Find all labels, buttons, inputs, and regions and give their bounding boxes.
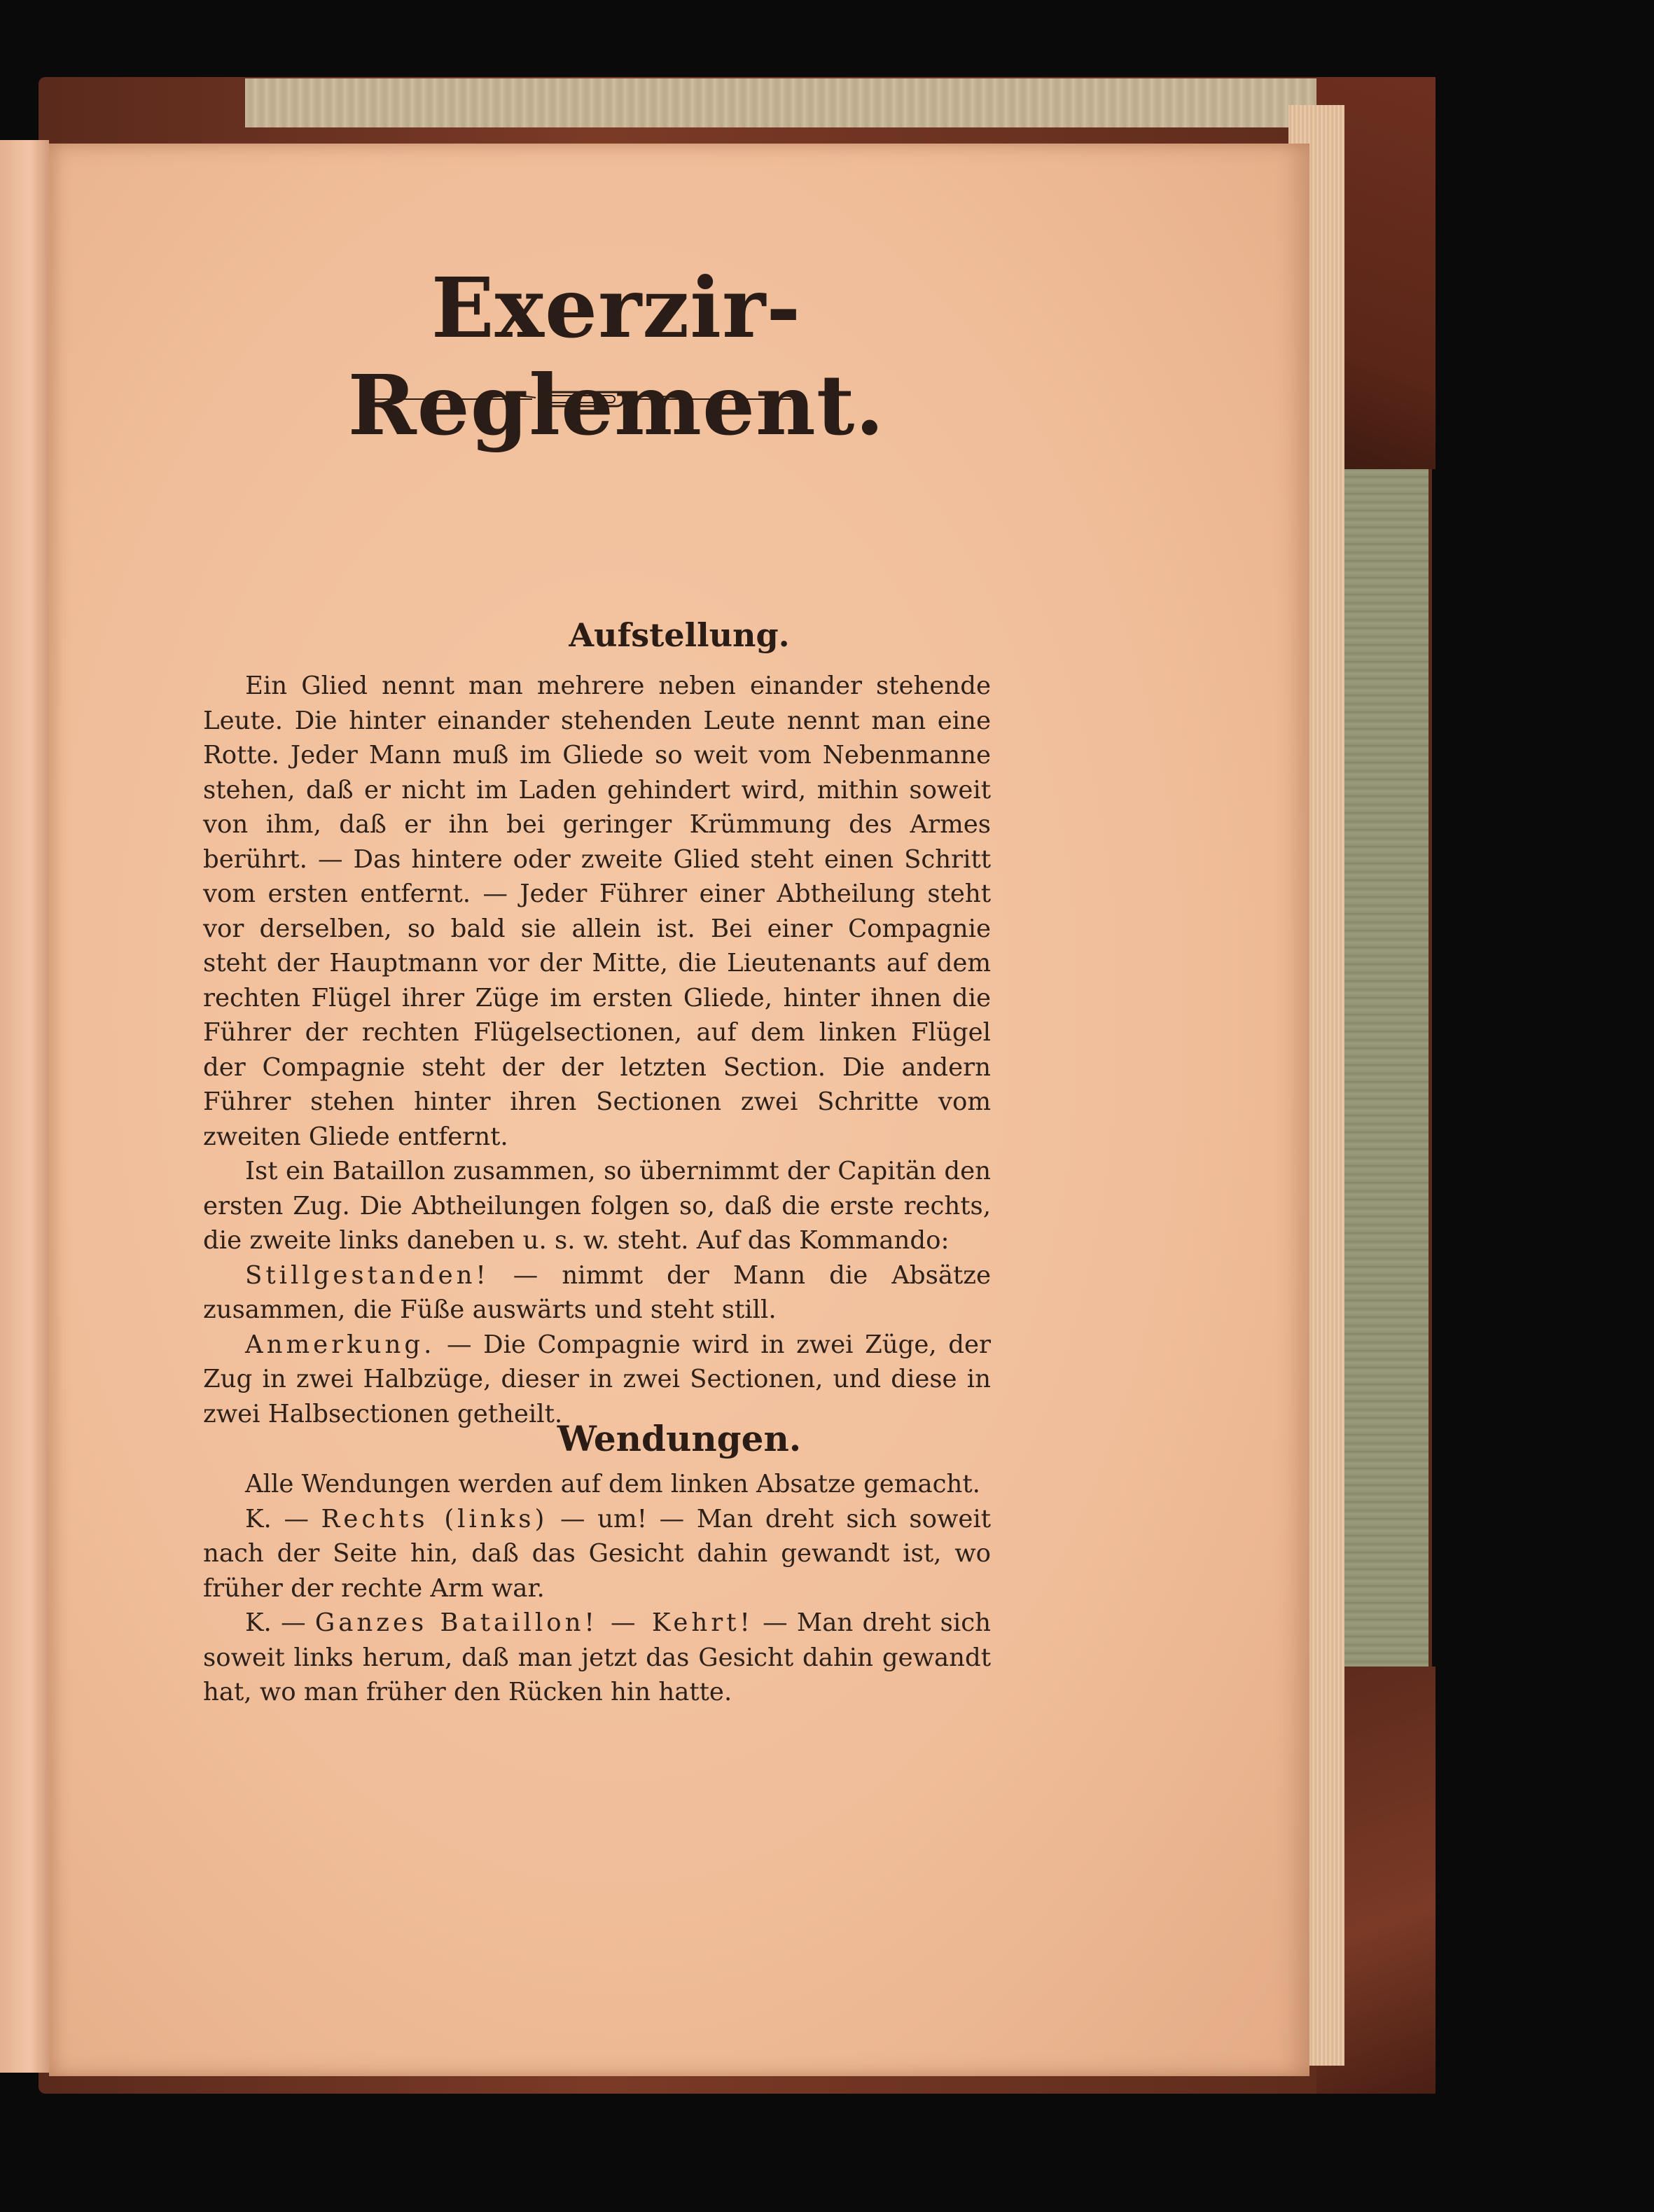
section-heading-wendungen: Wendungen. (557, 1418, 802, 1459)
command-prefix: K. — (245, 1504, 321, 1533)
command-prefix: K. — (245, 1608, 315, 1637)
paragraph: Ein Glied nennt man mehrere neben einander stehende Leute. Die hinter einander stehenden Leute nennt man eine Rotte. Jeder Mann muß im Gliede so weit vom Nebenmanne stehen, daß er nicht im Laden gehindert wird, mithin soweit von ihm, daß er ihn bei geringer Krümmung des Armes berührt. — Das hintere oder zweite Glied steht einen Schritt vom ersten entfernt. — Jeder Führer einer Abtheilung steht vor derselben, so bald sie allein ist. Bei einer Compagnie steht der Hauptmann vor der Mitte, die Lieutenants auf dem rechten Flügel ihrer Züge im ersten Gliede, hinter ihnen die Führer der rechten Flügelsectionen, auf dem linken Flügel der Compagnie steht der der letzten Section. Die andern Führer stehen hinter ihren Sectionen zwei Schritte vom zweiten Gliede entfernt. (203, 672, 991, 1151)
command-text: — Man dreht sich soweit links herum, daß man jetzt das Gesicht dahin gewandt hat, wo man früher den Rücken hin hatte. (203, 1608, 992, 1706)
title-ornament (371, 385, 791, 413)
command-label: Rechts (links) (321, 1504, 548, 1533)
command-text: — nimmt der Mann die Absätze zusammen, die Füße auswärts und steht still. (203, 1260, 991, 1324)
note-text: — Die Compagnie wird in zwei Züge, der Zug in zwei Halbzüge, dieser in zwei Sectionen, und diese in zwei Halbsectionen getheilt. (203, 1330, 991, 1428)
section-heading-aufstellung: Aufstellung. (569, 616, 790, 654)
paragraph: Ist ein Bataillon zusammen, so übernimmt der Capitän den ersten Zug. Die Abtheilungen folgen so, daß die erste rechts, die zweite links daneben u. s. w. steht. Auf das Kommando: (203, 1157, 991, 1255)
note-paragraph (203, 1328, 991, 1432)
facing-page-edge (0, 140, 49, 2073)
command-text: — um! — Man dreht sich soweit nach der Seite hin, daß das Gesicht dahin gewandt ist, wo früher der rechte Arm war. (203, 1504, 992, 1603)
section-body-wendungen (203, 1467, 991, 1710)
command-label: Ganzes Bataillon! — Kehrt! (314, 1608, 753, 1637)
page-title: Exerzir-Reglement. (347, 259, 885, 454)
command-label: Stillgestanden! (245, 1260, 489, 1290)
command-paragraph (203, 1502, 991, 1606)
paragraph: Alle Wendungen werden auf dem linken Absatze gemacht. (245, 1470, 980, 1498)
cover-cloth-top (245, 78, 1330, 127)
command-paragraph (203, 1258, 991, 1328)
command-paragraph (203, 1606, 991, 1710)
section-body-aufstellung (203, 669, 991, 1431)
note-label: Anmerkung. (245, 1330, 436, 1359)
